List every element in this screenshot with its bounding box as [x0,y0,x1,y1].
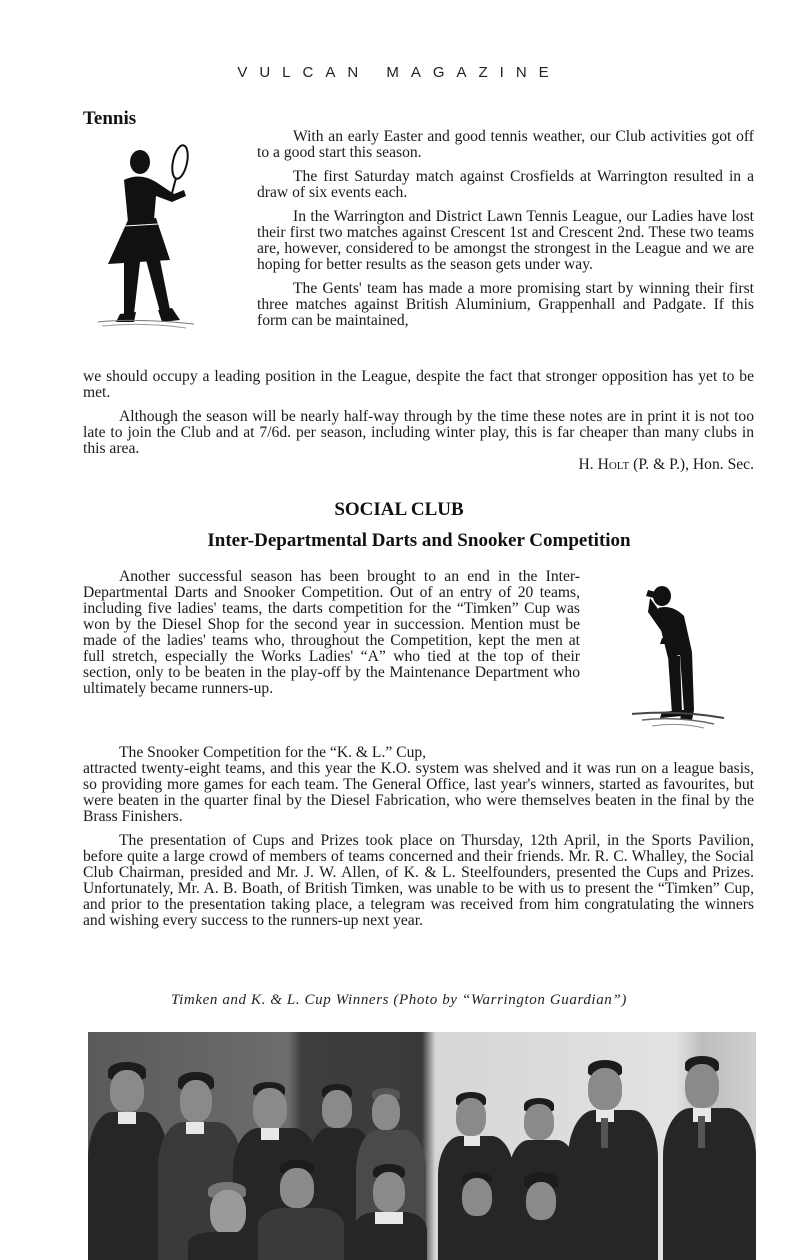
tennis-paragraph-5: Although the season will be nearly half-way through by the time these notes are in print it is not too late to join the Club and at 7/6d. per season, including winter play, this is far cheaper than many clubs in this area. [83,408,754,457]
snooker-paragraph: attracted twenty-eight teams, and this year the K.O. system was shelved and it was run on a league basis, so providing more games for each team. The General Office, last year's winners, started as favourites, but were beaten in the quarter final by the Diesel Fabrication, who were themselves beaten in the final by the Brass Finishers. [83,760,754,825]
tennis-heading: Tennis [83,108,137,129]
darts-paragraph: Another successful season has been brought to an end in the Inter-Departmental Darts and Snooker Competition. Out of an entry of 20 teams, including five ladies' teams, the darts competition for the “Timken” Cup was won by the Diesel Shop for the second year in succession. Mention must be made of the ladies' teams who, throughout the Competition, kept the men at full stretch, especially the Works Ladies' “A” who tied at the top of their section, only to be beaten in the play-off by the Maintenance Department who ultimately became runners-up. [83,568,580,697]
snooker-and-presentation [83,745,754,929]
photo-caption: Timken and K. & L. Cup Winners (Photo by “Warrington Guardian”) [171,992,627,1008]
competition-subheading: Inter-Departmental Darts and Snooker Competition [207,530,631,551]
magazine-masthead: VULCAN MAGAZINE [237,64,561,81]
tennis-continuation [83,369,754,473]
tennis-paragraph-1: With an early Easter and good tennis weather, our Club activities got off to a good start this season. [257,128,754,161]
snooker-paragraph-start: The Snooker Competition for the “K. & L.” Cup, [119,744,427,761]
tennis-player-illustration [94,142,204,332]
darts-paragraph-block [83,569,580,697]
darts-player-illustration [628,582,728,732]
tennis-paragraph-4: The Gents' team has made a more promising start by winning their first three matches against British Aluminium, Grappenhall and Padgate. If this form can be maintained, [257,280,754,329]
tennis-paragraph-2: The first Saturday match against Crosfields at Warrington resulted in a draw of six events each. [257,168,754,201]
tennis-paragraph-4-cont: we should occupy a leading position in the League, despite the fact that stronger opposition has yet to be met. [83,368,754,401]
tennis-paragraph-3: In the Warrington and District Lawn Tennis League, our Ladies have lost their first two matches against Crescent 1st and Crescent 2nd. These two teams are, however, considered to be amongst the strongest in the League and we are hoping for better results as the season gets under way. [257,208,754,273]
social-club-heading: SOCIAL CLUB [334,499,464,520]
cup-winners-group-photo [88,1032,756,1260]
tennis-intro-paragraphs [257,129,754,329]
presentation-paragraph: The presentation of Cups and Prizes took place on Thursday, 12th April, in the Sports Pavilion, before quite a large crowd of members of teams concerned and their friends. Mr. R. C. Whalley, the Social Club Chairman, presided and Mr. J. W. Allen, of K. & L. Steelfounders, presented the Cups and Prizes. Unfortunately, Mr. A. B. Boath, of British Timken, was unable to be with us to present the “Timken” Cup, and prior to the presentation taking place, a telegram was received from him congratulating the winners and wishing every success to the runners-up next year. [83,832,754,929]
tennis-signature: H. Holt (P. & P.), Hon. Sec. [578,456,754,473]
